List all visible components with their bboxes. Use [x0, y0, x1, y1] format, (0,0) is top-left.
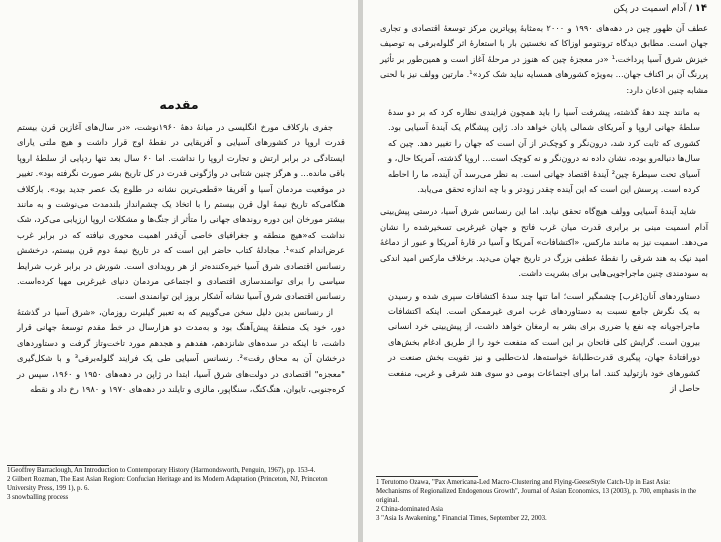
paragraph: جفری بارکلاف مورخ انگلیسی در میانهٔ دههٔ ۱۹۶۰نوشت، «در سال‌های آغازین قرن بیستم قدرت اروپا در کشورهای آسیایی و آفریقایی در نقطهٔ اوج قرار داشت و هیچ ملتی یارای ایستادگی در برابر ارتش و تجارت اروپا را نداشت. اما ۶۰ سال بعد تنها ردپایی از سلطهٔ اروپا باقی مانده... و هرگز چنین شتابی در واژگونی قدرت در کل تاریخ بشر صورت نگرفته بود». تغییر در موقعیت مردمان آسیا و آفریقا «قطعی‌ترین نشانه در طلوع یک عصر جدید بود». بارکلاف هنگامی‌که تاریخ نیمهٔ اول قرن بیستم را با اتخاذ یک چشم‌انداز بلندمدت می‌نوشت و به مانند بیشتر مورخان این دوره روندهای جهانی را متأثر از جنگ‌ها و مشکلات اروپا ارزیابی می‌کرد، شک نداشت که«هیچ منطقه و جغرافیای خاصی آن‌قدر اهمیت محوری نیافته که در برابر غرب عرض‌اندام کند»¹. مجادلهٔ کتاب حاضر این است که در تاریخ نیمهٔ دوم قرن بیستم، درخشش رنسانس اقتصادی شرق آسیا خیره‌کننده‌تر از هر رویدادی است. شورش در برابر غرب شرایط سیاسی را برای توانمندسازی اقتصادی و اجتماعی مردمان دنیای غیرغربی مهیا کرده‌است. رنسانس اقتصادی شرق آسیا نشانه آشکار بروز این توانمندی است. — [17, 122, 345, 302]
paragraph: شاید آیندهٔ آسیایی وولف هیچ‌گاه تحقق نیابد. اما این رنسانس شرق آسیا، درستی پیش‌بینی آدام اسمیت مبنی بر برابری قدرت میان غرب فاتح و جهان غیرغربی تسخیرشده را نشان می‌دهد. اسمیت نیز به مانند مارکس، «اکتشافات» آمریکا و آسیا در قارهٔ آمریکا و عبور از دماغهٔ امید نیک به هند شرقی را نقطهٔ عطفی بزرگ در تاریخ جهان می‌دید. برخلاف مارکس امید اندکی به سودمندی چنین ماجراجویی‌هایی برای بشریت داشت. — [380, 206, 708, 279]
block-quote: به مانند چند دههٔ گذشته، پیشرفت آسیا را باید همچون فرایندی نظاره کرد که بر دو سدهٔ سلطهٔ جهانی اروپا و آمریکای شمالی پایان خواهد داد. ژاپن پیشگام یک آیندهٔ آسیایی بود. کشوری که ثابت کرد شد، درون‌نگر و کوچک‌تر از آن است که جهان را تغییر دهد. چین که سال‌ها دنباله‌رو بوده، نشان داده نه درون‌نگر و نه کوچک است... اروپا گذشته، آمریکا حال، و آسیای تحت سیطرهٔ چین² آیندهٔ اقتصاد جهانی است. به نظر می‌رسد آن آینده، ما را احاطه کرده است. پرسش این است که این آینده چقدر زودتر و با چه اندازه تحقق می‌یابد. — [388, 107, 700, 195]
footnote-rule — [7, 465, 109, 466]
footnote: 1Geoffrey Barraclough, An Introduction to Contemporary History (Harmondsworth, Penguin, 1967), pp. 153-4. — [7, 467, 316, 474]
footnote: 3 snowballing process — [7, 493, 69, 501]
footnote: 1 Terutomo Ozawa, "Pax Americana-Led Macro-Clustering and Flying-GeeseStyle Catch-Up in East Asia: Mechanisms of Regionalized Endogenous Growth", Journal of Asian Economics, 13 (2003), p. 700, emphasis in the original. — [376, 479, 697, 504]
footnote-rule — [376, 476, 478, 477]
left-body-text — [17, 120, 345, 397]
footnote: 2 China-dominated Asia — [376, 505, 443, 513]
paragraph: عطف آن ظهور چین در دهه‌های ۱۹۹۰ و ۲۰۰۰ به‌مثابهٔ پویاترین مرکز توسعهٔ اقتصادی و تجاری جهان است. مطابق دیدگاه ترونتومو اوزاکا که نخستین بار با استعارهٔ اثر گلوله‌برفی به توصیف خیزش شرق آسیا پرداخت،¹ «در معجزهٔ چین که هنوز در مرحلهٔ آغاز است و همین‌طور بر تأثیر پررنگ آن بر اکناف جهان... به‌ویژه کشورهای همسایه نباید شک کرد»¹. مارتین وولف نیز با لحنی مشابه چنین اذعان دارد: — [380, 23, 708, 95]
right-body-text — [380, 21, 708, 396]
footnote: 2 Gilbert Rozman, The East Asian Region: Confucian Heritage and its Modern Adaptation (Princeton, NJ, Princeton University Press, 199 1), p. 6. — [7, 475, 328, 492]
page-number: ۱۴ — [694, 3, 707, 14]
header-separator: / — [688, 4, 692, 14]
footnote: 3 "Asia Is Awakening," Financial Times, September 22, 2003. — [376, 514, 547, 522]
left-page — [0, 0, 358, 542]
paragraph: از رنسانس بدین دلیل سخن می‌گوییم که به تعبیر گیلبرت روزمان، «شرق آسیا در گذشتهٔ دور، خود یک منطقهٔ پیش‌آهنگ بود و به‌مدت دو هزارسال در خط مقدم توسعهٔ جهانی قرار داشت، تا اینکه در سده‌های شانزدهم، هفدهم و هجدهم مورد تاخت‌وتاز گرفت و دستاوردهای درخشان آن به محاق رفت»². رنسانس آسیایی طی یک فرایند گلوله‌برفی³ و با شکل‌گیری "معجزه" اقتصادی در دولت‌های شرق آسیا، ابتدا در ژاپن در دهه‌های ۱۹۵۰ و ۱۹۶۰، سپس در کره‌جنوبی، تایوان، هنگ‌کنگ، سنگاپور، مالزی و تایلند در دهه‌های ۱۹۷۰ و ۱۹۸۰ رخ داد و نقطه — [17, 306, 345, 394]
left-footnotes — [7, 467, 337, 503]
right-page — [363, 0, 721, 542]
running-header — [613, 3, 707, 14]
running-title: آدام اسمیت در پکن — [613, 4, 686, 14]
block-quote: دستاوردهای آنان[غرب] چشمگیر است؛ اما تنها چند سدهٔ اکتشافات سپری شده و رسیدن به یک نگرش جامع نسبت به دستاوردهای غرب امری غیرممکن است. اینکه اکتشافات ماجراجویانه چه نفع یا ضرری برای بشر به ارمغان خواهد داشت، از پیش‌بینی خرد انسانی بیرون است. گرایش کلی فاتحان بر این است که منفعت خود را از طریق ادغام بخش‌های دورافتادهٔ جهان، پیگیری قدرت‌طلبانهٔ خواسته‌ها، لذت‌طلبی و نیز تقویت بخش صنعت در کشورهای خود بازتولید کنند. اما برای اجتماعات بومی دو سوی هند شرقی و غربی، منفعت حاصل از — [388, 290, 700, 393]
right-footnotes — [376, 479, 706, 524]
chapter-heading: مقدمه — [159, 97, 199, 112]
